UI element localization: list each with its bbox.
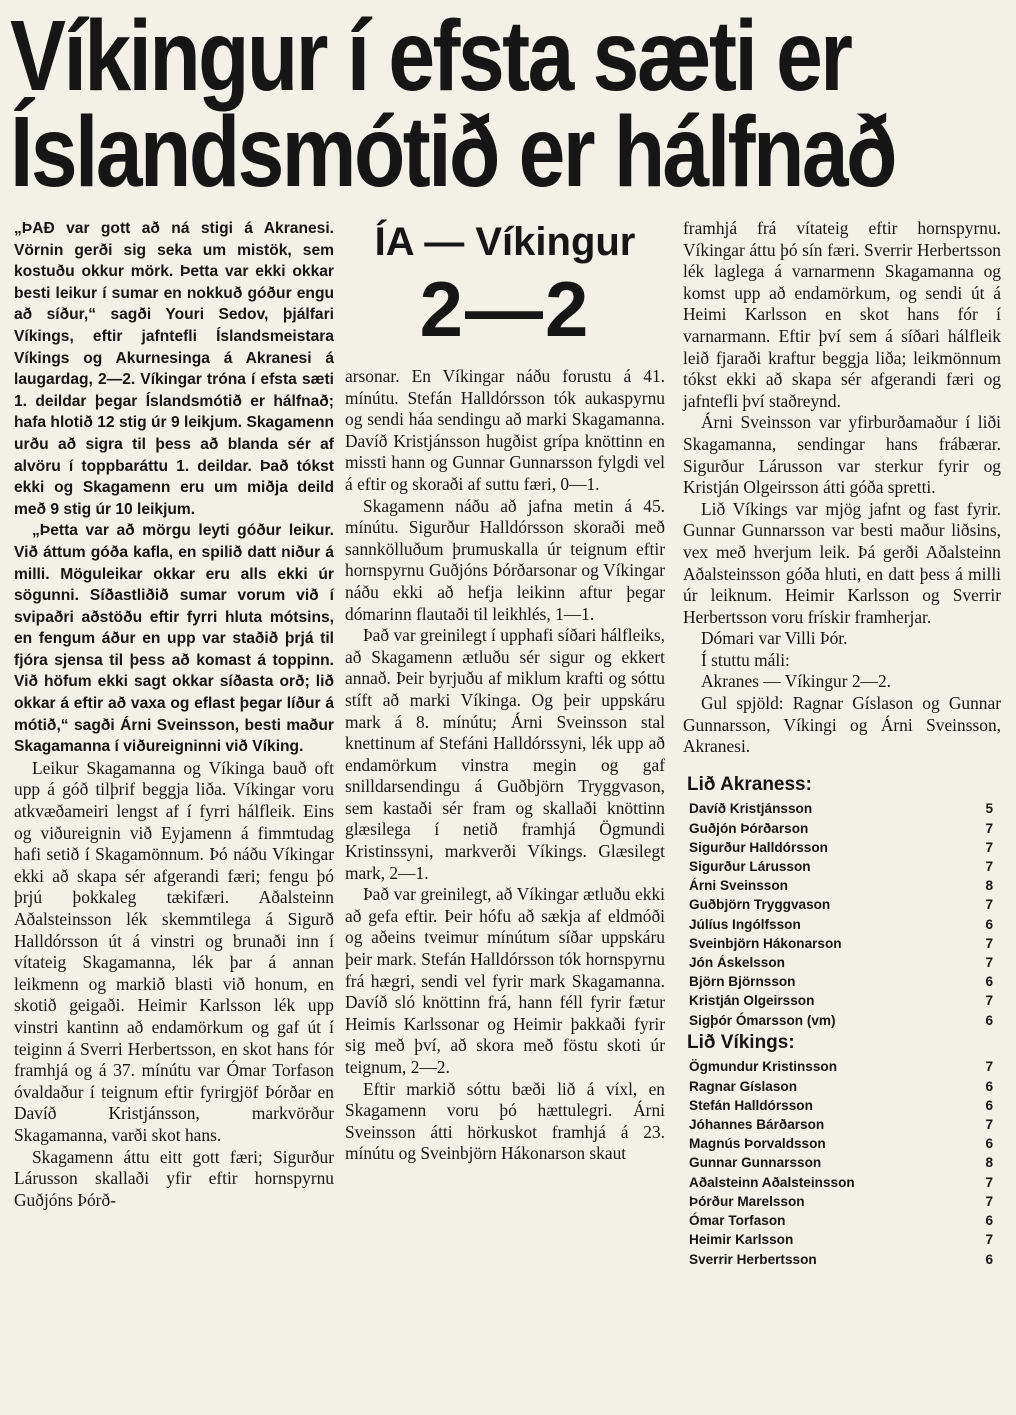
player-name: Sigurður Halldórsson	[689, 839, 828, 855]
player-rating: 7	[985, 955, 993, 971]
player-name: Sigþór Ómarsson (vm)	[689, 1012, 836, 1028]
player-rating: 6	[985, 1012, 993, 1028]
quote-paragraph: „Þetta var að mörgu leyti góður leikur. Við áttum góða kafla, en spilið datt niður á milli. Möguleikar okkar eru alls ekki úr sögunni. Síðastliðið sumar vorum við í svipaðri aðstöðu eftir fyrri hluta mótsins, en fengum áður en upp var staðið þrjá til fjóra sjensa til þess að komast á toppinn. Við höfum ekki sagt okkar síðasta orð; lið okkar á eftir að vaxa og eflast þegar líður á mótið,“ sagði Árni Sveinsson, besti maður Skagamanna í viðureigninni við Víking.	[14, 522, 334, 756]
yellow-cards: Gul spjöld: Ragnar Gíslason og Gunnar Gunnarsson, Víkingi og Árni Sveinsson, Akranesi.	[683, 693, 1001, 757]
referee-line: Dómari var Villi Þór.	[701, 628, 848, 649]
player-rating: 7	[985, 1193, 993, 1209]
player-row	[683, 895, 1001, 914]
player-name: Árni Sveinsson	[689, 878, 788, 894]
headline-line-1: Víkingur í efsta sæti er	[10, 0, 851, 112]
player-name: Jóhannes Bárðarson	[689, 1117, 825, 1133]
player-name: Sverrir Herbertsson	[689, 1251, 817, 1267]
player-name: Ómar Torfason	[689, 1213, 786, 1229]
player-row	[683, 819, 1001, 838]
player-row	[683, 799, 1001, 818]
final-score: 2—2	[419, 265, 591, 353]
player-name: Heimir Karlsson	[689, 1232, 794, 1248]
player-row	[683, 1096, 1001, 1115]
article-column-2	[345, 218, 665, 1165]
player-row	[683, 857, 1001, 876]
player-rating: 6	[985, 1251, 993, 1267]
body-paragraph: Það var greinilegt, að Víkingar ætluðu ekki að gefa eftir. Þeir hófu að sækja af eldmóði og aðeins tveimur mínútum síðar uppskáru þeir mark. Stefán Halldórsson tók hornspyrnu frá hægri, sendi vel fyrir mark Skagamanna. Davíð sló knöttinn frá, hann féll fyrir fætur Heimis Karlssonar og Heimir þakkaði fyrir sig með því, að skora með föstu skoti úr teignum, 2—2.	[345, 884, 665, 1077]
player-row	[683, 1211, 1001, 1230]
player-rating: 6	[985, 1213, 993, 1229]
body-paragraph: arsonar. En Víkingar náðu forustu á 41. mínútu. Stefán Halldórsson tók aukaspyrnu og sendi háa sendingu að marki Skagamanna. Davíð Kristjánsson hugðist grípa knöttinn en missti hann og Gunnar Gunnarsson fylgdi vel á eftir og skoraði af suttu færi, 0—1.	[345, 366, 665, 494]
player-row	[683, 1173, 1001, 1192]
player-name: Björn Björnsson	[689, 974, 796, 990]
player-row	[683, 972, 1001, 991]
player-row	[683, 1057, 1001, 1076]
article-column-1	[14, 218, 334, 1211]
player-row	[683, 953, 1001, 972]
player-name: Guðbjörn Tryggvason	[689, 897, 831, 913]
player-rating: 7	[985, 993, 993, 1009]
player-row	[683, 915, 1001, 934]
body-paragraph: Árni Sveinsson var yfirburðamaður í liði Skagamanna, sendingar hans frábærar. Sigurður Lárusson var sterkur fyrir og Kristján Olgeirsson átti góða spretti.	[683, 412, 1001, 498]
body-paragraph: framhjá frá vítateig eftir hornspyrnu. Víkingar áttu þó sín færi. Sverrir Herbertsson lék laglega á varnarmenn Skagamanna og komst upp að endamörkum, og sendi út á Heimi Karlsson en skot hans fór í varnarmann. Eftir því sem á síðari hálfleik leið fjaraði kraftur beggja liða; leikmönnum tókst ekki að skapa sér afgerandi færi og jafntefli því staðreynd.	[683, 218, 1001, 411]
player-rating: 6	[985, 916, 993, 932]
player-name: Kristján Olgeirsson	[689, 993, 815, 1009]
player-row	[683, 1134, 1001, 1153]
player-row	[683, 991, 1001, 1010]
player-rating: 8	[985, 878, 993, 894]
matchup-title: ÍA — Víkingur	[374, 220, 636, 264]
player-name: Davíð Kristjánsson	[689, 801, 813, 817]
player-rating: 5	[985, 801, 993, 817]
body-paragraph: Skagamenn náðu að jafna metin á 45. mínútu. Sigurður Halldórsson skoraði með sannkölluðum þrumuskalla úr teignum eftir hornspyrnu Guðjóns Þórðarsonar og Víkingar náðu ekki að hefja leikinn aftur þegar dómarinn flautaði til leikhlés, 1—1.	[345, 495, 665, 624]
player-row	[683, 838, 1001, 857]
player-name: Aðalsteinn Aðalsteinsson	[689, 1174, 855, 1190]
player-rating: 7	[985, 859, 993, 875]
akranes-lineup-title: Lið Akraness:	[687, 773, 812, 795]
article-column-3	[683, 218, 1001, 1269]
player-rating: 7	[985, 820, 993, 836]
player-rating: 6	[985, 1078, 993, 1094]
body-paragraph: Lið Víkings var mjög jafnt og fast fyrir. Gunnar Gunnarsson var besti maður liðsins, vex með hverjum leik. Þá gerði Aðalsteinn Aðalsteinsson góða hluti, en datt þess á milli úr leiknum. Heimir Karlsson og Sverrir Herbertsson voru frískir framherjar.	[683, 498, 1001, 627]
body-paragraph: Leikur Skagamanna og Víkinga bauð oft upp á góð tilþrif beggja liða. Víkingar voru atkvæðameiri lengst af í fyrri hálfleik. Eins og viðureignin við Eyjamenn á fimmtudag hafi setið í Skagamönnum. Þó náðu Víkingar ekki að skapa sér afgerandi færi; fengu þó þrjú þokkaleg tækifæri. Aðalsteinn Aðalsteinsson lék skemmtilega á Sigurð Halldórsson út á vinstri og brunaði inn í vítateig Skagamanna, lék þar á annan leikmenn og markið blasti við honum, en skotið geigaði. Heimir Karlsson lék upp vinstri kantinn að endamörkum og gaf út í teiginn á Sverri Herbertsson, en skot hans fór framhjá og á 37. mínútu var Ómar Torfason óvaldaður í teignum eftir fyrirgjöf Þórðar en Davíð Kristjánsson, markvörður Skagamanna, varði skot hans.	[14, 757, 334, 1145]
player-row	[683, 1153, 1001, 1172]
player-row	[683, 934, 1001, 953]
player-row	[683, 1115, 1001, 1134]
player-name: Ragnar Gíslason	[689, 1078, 798, 1094]
player-row	[683, 1192, 1001, 1211]
player-rating: 6	[985, 974, 993, 990]
player-name: Stefán Halldórsson	[689, 1097, 813, 1113]
player-rating: 8	[985, 1155, 993, 1171]
body-paragraph: Það var greinilegt í upphafi síðari hálfleiks, að Skagamenn ætluðu sér sigur og ekkert annað. Þeir byrjuðu af miklum krafti og sóttu stíft að marki Víkinga. Og þeir uppskáru mark á 8. mínútu; Árni Sveinsson stal knettinum af Stefáni Halldórssyni, lék upp að endamörkum vinstra megin og gaf snilldarsendingu á Guðbjörn Tryggvason, sem kastaði sér fram og skallaði knöttinn glæsilega í netið framhjá Ögmundi Kristinssyni, markverði Víkings. Glæsilegt mark, 2—1.	[345, 625, 665, 883]
vikingur-lineup	[683, 1057, 1001, 1268]
player-row	[683, 876, 1001, 895]
player-rating: 7	[985, 1174, 993, 1190]
player-name: Jón Áskelsson	[689, 955, 785, 971]
player-rating: 7	[985, 897, 993, 913]
player-name: Þórður Marelsson	[689, 1193, 805, 1209]
player-name: Júlíus Ingólfsson	[689, 916, 801, 932]
player-row	[683, 1077, 1001, 1096]
body-paragraph: Eftir markið sóttu bæði lið á víxl, en Skagamenn voru þó hættulegri. Árni Sveinsson átti hörkuskot framhjá á 23. mínútu og Sveinbjörn Hákonarson skaut	[345, 1078, 665, 1164]
player-name: Sveinbjörn Hákonarson	[689, 935, 842, 951]
player-name: Ögmundur Kristinsson	[689, 1059, 838, 1075]
intro-paragraph: „ÞAÐ var gott að ná stigi á Akranesi. Vörnin gerði sig seka um mistök, sem kostuðu okkur mörk. Þetta var ekki okkar besti leikur í sumar en nokkuð góður engu að síður,“ sagði Youri Sedov, þjálfari Víkings, eftir jafntefli Íslandsmeistara Víkings og Akurnesinga á Akranesi á laugardag, 2—2. Víkingar tróna í efsta sæti 1. deildar þegar Íslandsmótið er hálfnað; hafa hlotið 12 stig úr 9 leikjum. Skagamenn urðu að sigra til þess að blanda sér af alvöru í toppbaráttu 1. deildar. Það tókst ekki og Skagamenn eru um miðja deild með 9 stig úr 10 leikjum.	[14, 220, 334, 518]
player-name: Guðjón Þórðarson	[689, 820, 809, 836]
summary-result: Akranes — Víkingur 2—2.	[701, 671, 891, 692]
player-row	[683, 1011, 1001, 1030]
vikingur-lineup-title: Lið Víkings:	[687, 1031, 795, 1053]
player-row	[683, 1230, 1001, 1249]
player-rating: 7	[985, 1059, 993, 1075]
player-rating: 7	[985, 1232, 993, 1248]
headline-line-2: Íslandsmótið er hálfnað	[10, 96, 895, 208]
player-rating: 6	[985, 1097, 993, 1113]
player-rating: 7	[985, 935, 993, 951]
headline	[10, 0, 895, 208]
summary-heading: Í stuttu máli:	[701, 649, 790, 670]
player-name: Gunnar Gunnarsson	[689, 1155, 822, 1171]
body-paragraph: Skagamenn áttu eitt gott færi; Sigurður Lárusson skallaði yfir eftir hornspyrnu Guðjóns Þórð-	[14, 1146, 334, 1210]
player-rating: 7	[985, 1117, 993, 1133]
player-rating: 7	[985, 839, 993, 855]
akranes-lineup	[683, 799, 1001, 1029]
player-row	[683, 1250, 1001, 1269]
score-box	[345, 218, 665, 352]
player-name: Sigurður Lárusson	[689, 859, 811, 875]
player-name: Magnús Þorvaldsson	[689, 1136, 826, 1152]
player-rating: 6	[985, 1136, 993, 1152]
